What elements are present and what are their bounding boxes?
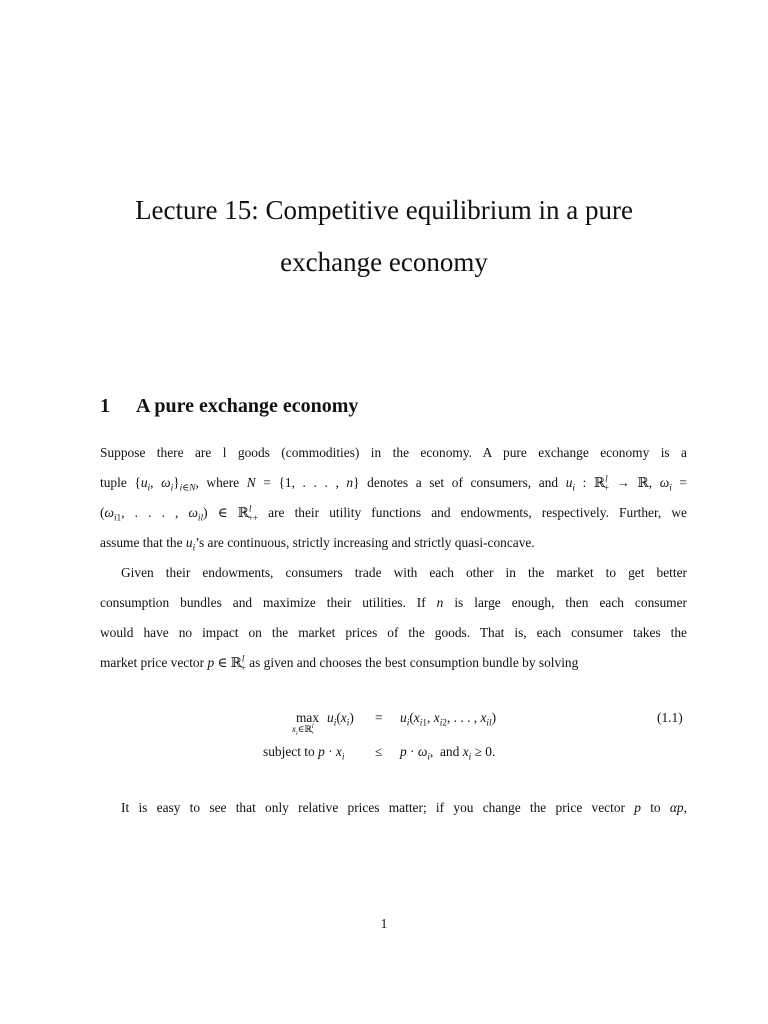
paragraph-2-line-3: would have no impact on the market prices of the goods. That is, each consumer takes the [100,625,687,640]
section-title: A pure exchange economy [136,395,359,417]
paragraph-2-line-2: consumption bundles and maximize their utilities. If n is large enough, then each consumer [100,595,687,610]
tuple-formula: {$u_i$, $\omega_i\}_{i\in N}$ [134,475,196,494]
page-number: 1 [380,916,388,931]
title-line-2: exchange economy [280,247,488,277]
paragraph-1-line-2: tuple {$u_i$, $\omega_i\}_{i\in N}$, where N = {1, . . . , n} denotes a set of consumers, and $u_i$ : ℝ$^l_+$ → ℝ, $\omega_i$ = [100,474,687,494]
equation-max-subscript: $x_i\in ℝ^l_+$ [292,723,315,737]
paragraph-1-line-4: assume that the $u_i’s$ are continuous, strictly increasing and strictly quasi-concave. [100,535,535,554]
paragraph-3-line-1: It is easy to see that only relative prices matter; if you change the price vector p to αp, [121,800,687,815]
equation-constraint-rhs: $p \cdot \omega_i$, and $x_i \ge 0$. [400,744,496,763]
paragraph-2-line-4: market price vector p ∈ ℝ$^l_+$ as given and chooses the best consumption bundle by solving [100,654,579,674]
endowment-formula: ($\omega_{i1}$, . . . , $\omega_{il}$) ∈ ℝ$^l_{++}$ [100,504,259,524]
equation-leq: ≤ [375,744,383,759]
equation-label: (1.1) [657,710,683,725]
utility-map-formula: $u_i$ : ℝ$^l_+$ → ℝ, $\omega_i$ = [565,474,687,494]
title-line-1: Lecture 15: Competitive equilibrium in a pure [135,195,633,225]
section-number: 1 [100,395,110,417]
paragraph-1-line-1: Suppose there are l goods (commodities) in the economy. A pure exchange economy is a [100,445,687,460]
scaled-price-formula: αp, [669,800,687,815]
equation-max: max [296,710,320,725]
equation-objective: $u_i(x_i)$ [327,710,354,729]
paragraph-1-line-3: ($\omega_{i1}$, . . . , $\omega_{il}$) ∈ ℝ$^l_{++}$ are their utility functions and endowments, respectively. Further, we [100,504,687,524]
price-vector-formula: p ∈ ℝ$^l_+$ [207,654,246,674]
equation-rhs: $u_i(x_{i1}$, $x_{i2}$, . . . , $x_{il}$) [400,710,497,729]
equation-equals: = [375,710,383,725]
section-heading [100,395,358,418]
consumer-set-formula: N = {1, . . . , n} [246,475,360,490]
paragraph-2-line-1: Given their endowments, consumers trade with each other in the market to get better [121,565,687,580]
equation-constraint-lhs: subject to $p \cdot x_i$ [263,744,345,763]
